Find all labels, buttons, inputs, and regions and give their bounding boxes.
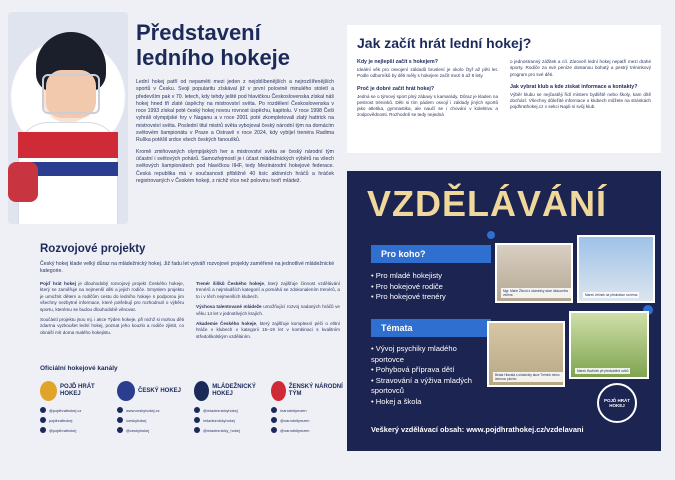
topics-label: Témata <box>371 319 491 337</box>
faq-box <box>347 25 661 153</box>
faq-answer: Výběr klubu se nejčastěji řídí místem bydliště nebo školy, kam dítě dochází. Všechny důležité informace o klubech můžete na stránkách pojdhrathokej.cz v sekci Najdi si svůj klub. <box>510 91 651 110</box>
development-projects <box>40 243 340 344</box>
section-lead: Český hokej klade velký důraz na mládežnický hokej. Již řadu let vytváří rozvojové projekty zaměřené na jednotlivé mládežnické kategorie. <box>40 261 335 274</box>
list-item: • Stravování a výživa mladých sportovců <box>371 376 489 397</box>
visor <box>42 74 100 114</box>
project-name: Výchova talentované mládeže <box>196 304 262 310</box>
education-footer-link[interactable]: Veškerý vzdělávací obsah: www.pojdhrathokej.cz/vzdelavani <box>371 425 584 434</box>
faq-answer: o jednostranný zážitek a cíl. Zároveň lední hokej nepatří mezi drahé sporty. Rodiče za své peníze dostanou bohatý a pestrý tréninkový program pro své děti. <box>510 59 651 77</box>
globe-icon <box>40 407 46 413</box>
project-text: , který zajišťuje komplexní péči o elitní hráče v klubech v kategorii 15–19 let v kombinaci s kvalitním středoškolským vzděláním. <box>196 321 340 339</box>
project-paragraph <box>40 281 184 313</box>
facebook-icon <box>117 417 123 423</box>
channel-link[interactable] <box>271 417 345 423</box>
topics-list <box>371 344 489 407</box>
channel-link[interactable] <box>194 417 268 423</box>
channel-name: ŽENSKÝ NÁRODNÍ TÝM <box>288 384 343 397</box>
channels-title: Oficiální hokejové kanály <box>40 365 118 372</box>
lion-logo-icon <box>194 381 209 401</box>
channel-name: POJĎ HRÁT HOKEJ <box>60 384 95 397</box>
project-column-left <box>40 281 184 344</box>
project-columns <box>40 281 340 344</box>
photo-caption: Marek Jelínek na přednášce na téma <box>585 293 638 297</box>
list-item: • Pro hokejové rodiče <box>371 282 446 293</box>
tiktok-icon <box>271 427 277 433</box>
instagram-icon <box>194 427 200 433</box>
channel-logo <box>271 380 345 402</box>
seal-text: POJĎ HRÁT HOKEJ <box>603 398 630 408</box>
link-text: @pojdhrathokej <box>49 427 77 433</box>
link-text: pojdhrathokej <box>49 417 73 423</box>
photo-caption: Beata Hlavatá s účastníky akce Trénink mimo ledovou plochu <box>493 372 563 382</box>
photo-training <box>487 321 565 387</box>
link-text: /ceskyhokej <box>126 417 147 423</box>
globe-icon <box>194 407 200 413</box>
channel-link[interactable] <box>117 417 191 423</box>
facebook-icon <box>194 417 200 423</box>
globe-icon <box>117 407 123 413</box>
faq-question: Kdy je nejlepší začít s hokejem? <box>357 59 438 65</box>
channel-pojd-hrat-hokej <box>40 380 114 437</box>
link-text: @mladeznicky_hokej <box>203 427 240 433</box>
list-item: • Pro mladé hokejisty <box>371 271 446 282</box>
channel-logo <box>194 380 268 402</box>
section-title: Rozvojové projekty <box>40 243 146 255</box>
audience-label: Pro koho? <box>371 245 491 263</box>
link-text: /mladeznickyhokej <box>203 417 235 423</box>
intro-text <box>136 79 334 189</box>
education-title: VZDĚLÁVÁNÍ <box>367 183 608 224</box>
link-text: /narodnitymzen <box>280 407 307 413</box>
title-line-2: ledního hokeje <box>136 45 291 70</box>
project-paragraph <box>196 321 340 340</box>
facebook-icon <box>40 417 46 423</box>
project-paragraph <box>40 317 184 336</box>
instagram-icon <box>40 427 46 433</box>
list-item: • Vývoj psychiky mladého sportovce <box>371 344 489 365</box>
faq-column-right <box>510 59 651 125</box>
channel-name: ČESKÝ HOKEJ <box>138 387 182 394</box>
faq-answer: Jedná se o týmový sport plný zábavy s kamarády. Důraz je kladen na pestrost tréninků. Děti si tím pádem osvojí i základy jiných sportů jako atletika, gymnastika, ale naučí se i chování v kolektivu a zodpovědnosti. Rozhodně se tedy nejedná <box>357 93 498 118</box>
list-item: • Pro hokejové trenéry <box>371 292 446 303</box>
project-name: Trenér šišků Českého hokeje <box>196 281 264 286</box>
hockey-child-photo <box>8 12 128 224</box>
photo-speaker <box>577 235 655 303</box>
channel-link[interactable] <box>40 417 114 423</box>
channel-link[interactable] <box>271 427 345 433</box>
facebook-icon <box>271 407 277 413</box>
channel-cesky-hokej <box>117 380 191 437</box>
project-paragraph <box>196 304 340 317</box>
audience-list <box>371 271 446 303</box>
faq-column-left <box>357 59 498 125</box>
list-item: • Pohybová příprava dětí <box>371 365 489 376</box>
page-title <box>136 20 336 70</box>
channel-logo <box>40 380 114 402</box>
project-text: , který zajišťuje činnost vzdělávání trenérů a nejmladších kategorií a pomáhá se zdokonalením trenérů, a to i v těch nejmenších klubech. <box>196 281 340 299</box>
project-text: umožňující rozvoj nadaných hráčů ve věku 14 let v jednotlivých krajích. <box>196 304 340 316</box>
channel-link[interactable] <box>40 427 114 433</box>
project-name: Pojď hrát hokej <box>40 281 76 286</box>
faq-answer: Ideální věk pro osvojení základů bruslení je okolo čtyř až pěti let. Podle odborníků by děti měly s hokejem začít mezi 6 až 8 lety. <box>357 67 498 79</box>
link-text: @ceskyhokej <box>126 427 150 433</box>
project-paragraph <box>196 281 340 300</box>
lion-logo-icon <box>117 381 135 401</box>
link-text: @narodnitymzen <box>280 427 310 433</box>
channel-link[interactable] <box>40 407 114 413</box>
link-text: @mladeznickyhokej <box>203 407 238 413</box>
channel-logo <box>117 380 191 402</box>
project-text: Součástí projektu jsou mj. i akce Týden hokeje, při nichž si mohou děti zdarma vyzkoušet lední hokej, poznat jeho kouzlo a rodiče zjistit, co obnáší mít doma malého hokejistu. <box>40 317 184 335</box>
pojd-hrat-hokej-seal <box>597 383 637 423</box>
intro-paragraph-2: Kromě zmiňovaných olympijských her a mistrovství světa se český národní tým účastní i světových pohárů. Samozřejmostí je i účast mládežnických výběrů na všech světových šampionátech pod hlavičkou IIHF, tedy Mezinárodní hokejové federace. Česká republika má v současnosti přibližně 40 tisíc aktivních hráčů a hráček registrovaných v Českém hokeji, z nichž více než polovinu tvoří mládež. <box>136 148 334 184</box>
decor-dot <box>487 231 495 239</box>
faq-columns <box>357 59 651 125</box>
channel-link[interactable] <box>117 427 191 433</box>
channel-mladeznicky-hokej <box>194 380 268 437</box>
list-item: • Hokej a škola <box>371 397 489 408</box>
project-name: Akademie Českého hokeje <box>196 321 257 327</box>
faq-question: Proč je dobré začít hrát hokej? <box>357 85 435 92</box>
photo-lecture <box>495 243 573 303</box>
project-text: je dlouhodobý rozvojový projekt Českého hokeje, který se zaměřuje na nejmenší děti a jejich rodiče. Smyslem projektu je umožnit dětem a rodičům cestu do ledního hokeje s podporou jim všechny nezbytné informace, které potřebují pro rozhodnutí o výběru sportu, kterému se budou dlouhodobě věnovat. <box>40 281 184 312</box>
channel-name: MLÁDEŽNICKÝ HOKEJ <box>212 384 256 397</box>
channel-link[interactable] <box>194 407 268 413</box>
photo-caption: Marek Havlíček při předvádění cviků <box>577 369 629 373</box>
lion-logo-icon <box>271 381 286 401</box>
photo-caption: Mgr. Marie Žitová s účastníky akce diskuzního večera <box>501 288 571 298</box>
glove <box>8 162 38 202</box>
photo-exercise <box>569 311 649 379</box>
jersey-stripe-red <box>18 132 118 158</box>
faq-title: Jak začít hrát lední hokej? <box>357 35 532 51</box>
channels-list <box>40 380 345 437</box>
link-text: @narodnitymzen <box>280 417 310 423</box>
instagram-icon <box>117 427 123 433</box>
faq-question: Jak vybrat klub a kde získat informace a kontakty? <box>510 83 638 90</box>
education-box <box>347 171 661 451</box>
title-line-1: Představení <box>136 20 261 45</box>
link-text: www.ceskyhokej.cz <box>126 407 160 413</box>
channel-zensky-narodni-tym <box>271 380 345 437</box>
instagram-icon <box>271 417 277 423</box>
channel-link[interactable] <box>271 407 345 413</box>
link-text: @pojdhrathokej.cz <box>49 407 82 413</box>
intro-paragraph-1: Lední hokej patří od nepaměti mezi jeden z nejoblíbenějších a nejrozšířenějších sportů v Česku. Svoji popularitu získával již v první polovině minulého století a především pak v 70. letech, kdy tehdy ještě pod hlavičkou Československa získal náš hokej hned tři zlaté úspěchy na mistrovství světa. Po rozdělení Československa v roce 1993 získal poté český hokej novou rovnost úspěchu, kapitolu. V roce 1998 Češi vyhráli olympijské hry v Naganu a v roce 2001 poté zkompletovali zlatý hattrick na mistrovství světa. Poslední titul mistrů světa vybojoval český národní tým na domácím světovém šampionátu v Praze a Ostravě v roce 2024, kdy vybíjel trenéra Radima Rulíka potěšil srdce všech českých fanoušků. <box>136 79 334 144</box>
channel-link[interactable] <box>194 427 268 433</box>
channel-link[interactable] <box>117 407 191 413</box>
lion-logo-icon <box>40 381 57 401</box>
project-column-right <box>196 281 340 344</box>
